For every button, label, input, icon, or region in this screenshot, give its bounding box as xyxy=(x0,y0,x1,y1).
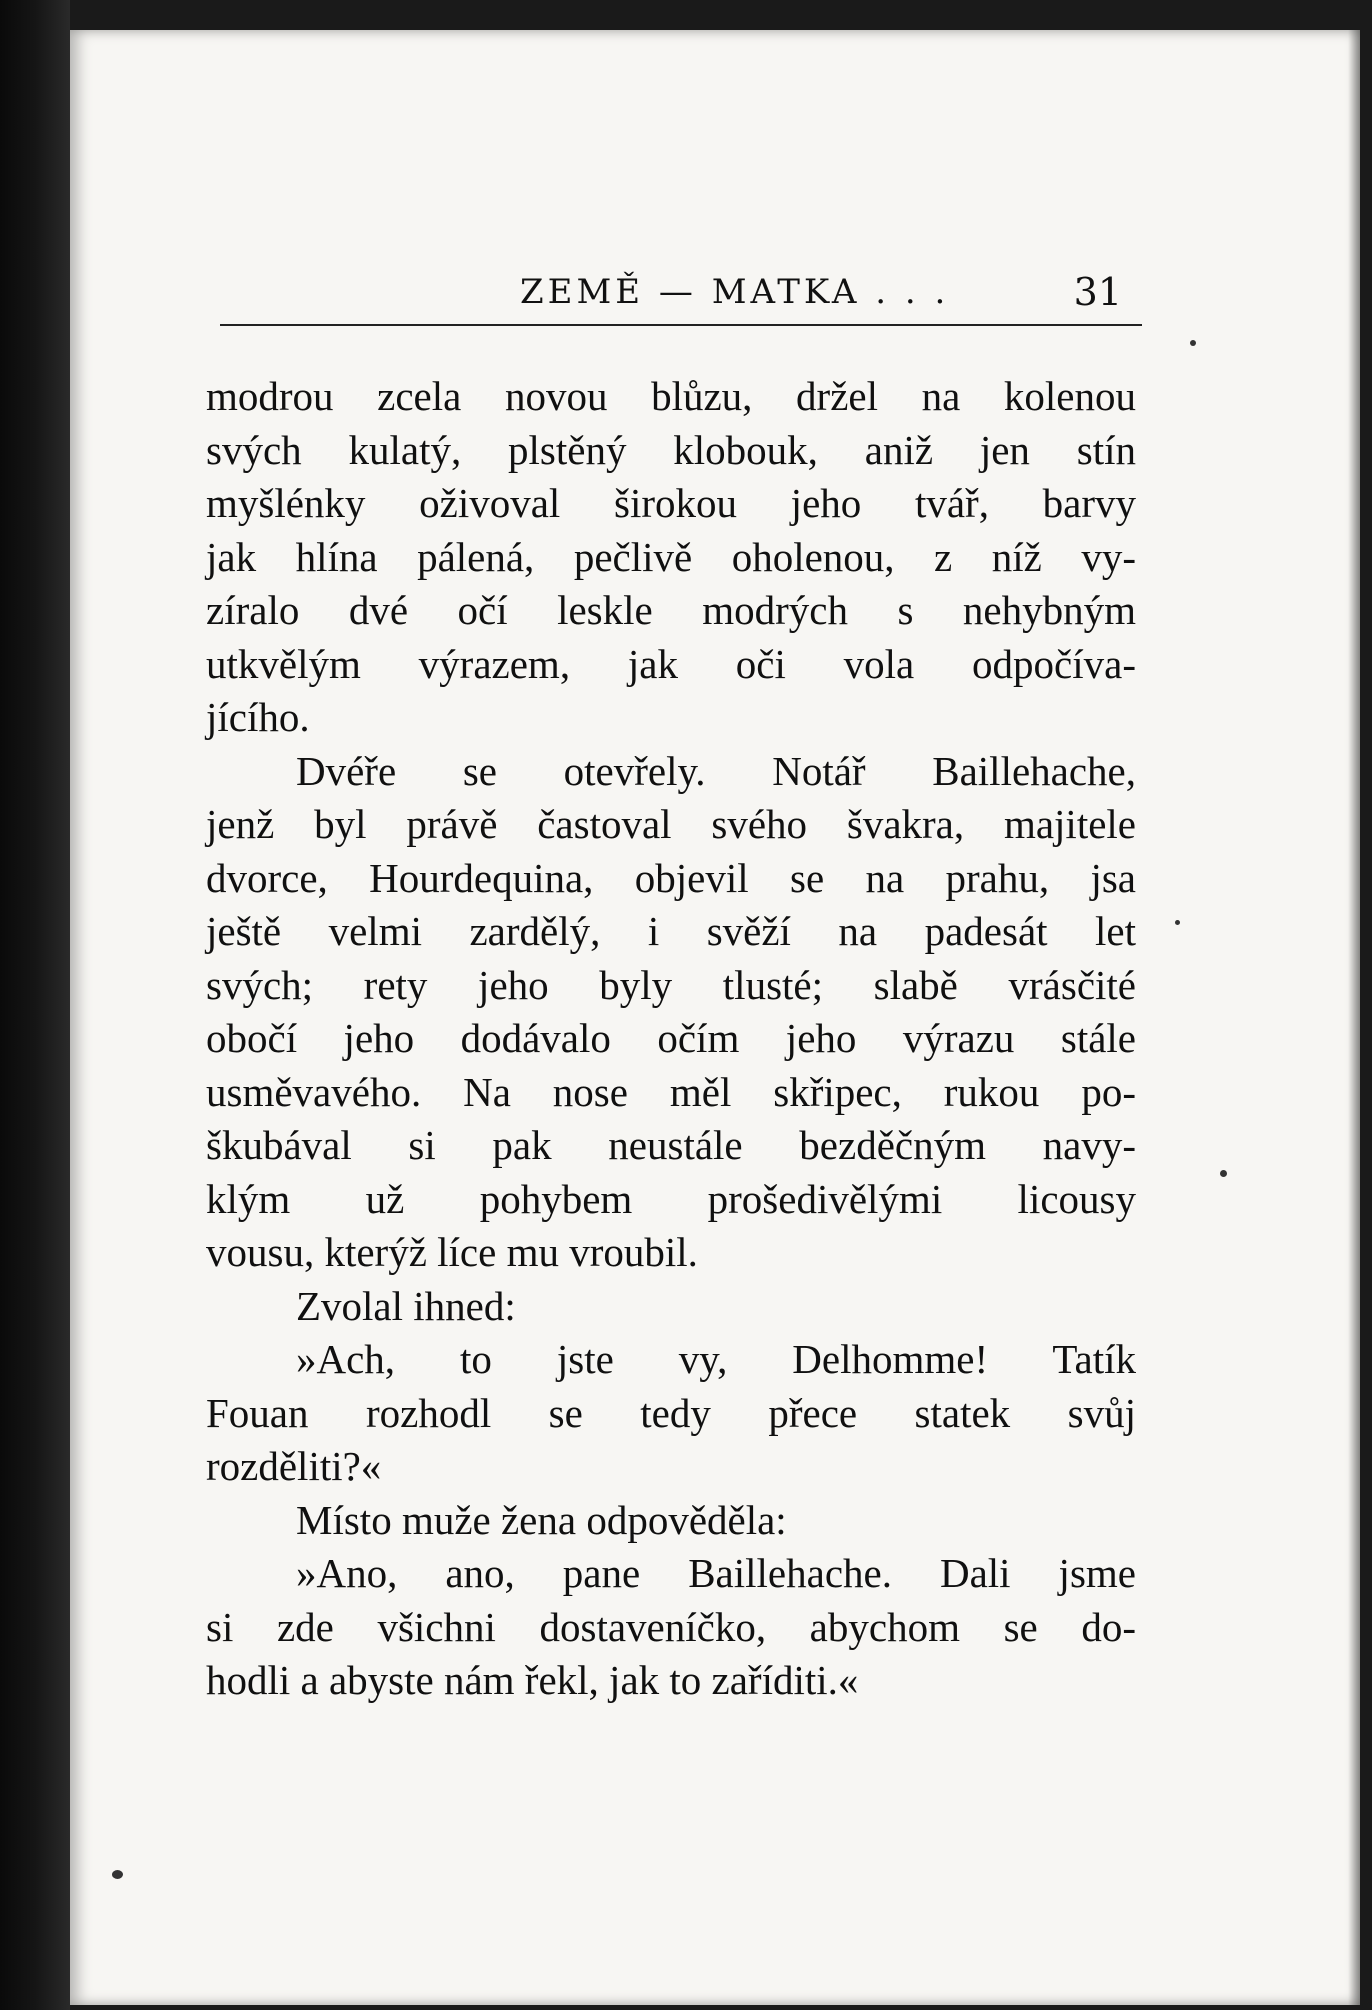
text-line: Místo muže žena odpověděla: xyxy=(296,1496,787,1543)
page-edge-shadow xyxy=(1348,30,1360,2005)
book-page xyxy=(70,30,1360,2005)
page-number: 31 xyxy=(1073,270,1122,314)
text-line: dvorce, Hourdequina, objevil se na prahu, jsa xyxy=(206,854,1136,901)
text-line: klým už pohybem prošedivělými licousy xyxy=(206,1175,1136,1222)
text-line: vousu, kterýž líce mu vroubil. xyxy=(206,1229,698,1275)
text-line: svých; rety jeho byly tlusté; slabě vrásčité xyxy=(206,961,1136,1008)
body-text xyxy=(206,370,1136,1708)
speck-mark xyxy=(112,1870,123,1879)
text-line: usměvavého. Na nose měl skřipec, rukou po- xyxy=(206,1068,1136,1115)
text-line: hodli a abyste nám řekl, jak to zaříditi.« xyxy=(206,1657,859,1703)
text-line: svých kulatý, plstěný klobouk, aniž jen stín xyxy=(206,426,1136,473)
text-line: jak hlína pálená, pečlivě oholenou, z níž vy- xyxy=(206,533,1136,580)
text-line: rozděliti?« xyxy=(206,1443,382,1489)
book-binding xyxy=(0,0,70,2010)
text-line: »Ach, to jste vy, Delhomme! Tatík xyxy=(296,1336,1136,1382)
running-head xyxy=(220,262,1142,332)
speck-mark xyxy=(1175,920,1180,925)
text-line: ještě velmi zardělý, i svěží na padesát let xyxy=(206,908,1136,954)
running-title: ZEMĚ — MATKA . . . xyxy=(520,272,950,312)
text-line: jenž byl právě častoval svého švakra, majitele xyxy=(206,801,1136,847)
speck-mark xyxy=(1220,1170,1227,1177)
text-line: Dvéře se otevřely. Notář Baillehache, xyxy=(296,747,1136,794)
text-line: škubával si pak neustále bezděčným navy- xyxy=(206,1122,1136,1168)
text-line: Fouan rozhodl se tedy přece statek svůj xyxy=(206,1389,1136,1436)
speck-mark xyxy=(1190,340,1196,346)
text-line: utkvělým výrazem, jak oči vola odpočíva- xyxy=(206,640,1136,687)
text-line: si zde všichni dostaveníčko, abychom se do- xyxy=(206,1603,1136,1650)
header-rule xyxy=(220,324,1142,326)
text-line: zíralo dvé očí leskle modrých s nehybným xyxy=(206,587,1136,633)
text-line: obočí jeho dodávalo očím jeho výrazu stále xyxy=(206,1015,1136,1061)
text-line: Zvolal ihned: xyxy=(296,1282,516,1329)
text-line: jícího. xyxy=(206,694,310,740)
text-line: myšlénky oživoval širokou jeho tvář, barvy xyxy=(206,480,1136,526)
text-line: modrou zcela novou blůzu, držel na kolenou xyxy=(206,373,1136,419)
text-line: »Ano, ano, pane Baillehache. Dali jsme xyxy=(296,1550,1136,1596)
